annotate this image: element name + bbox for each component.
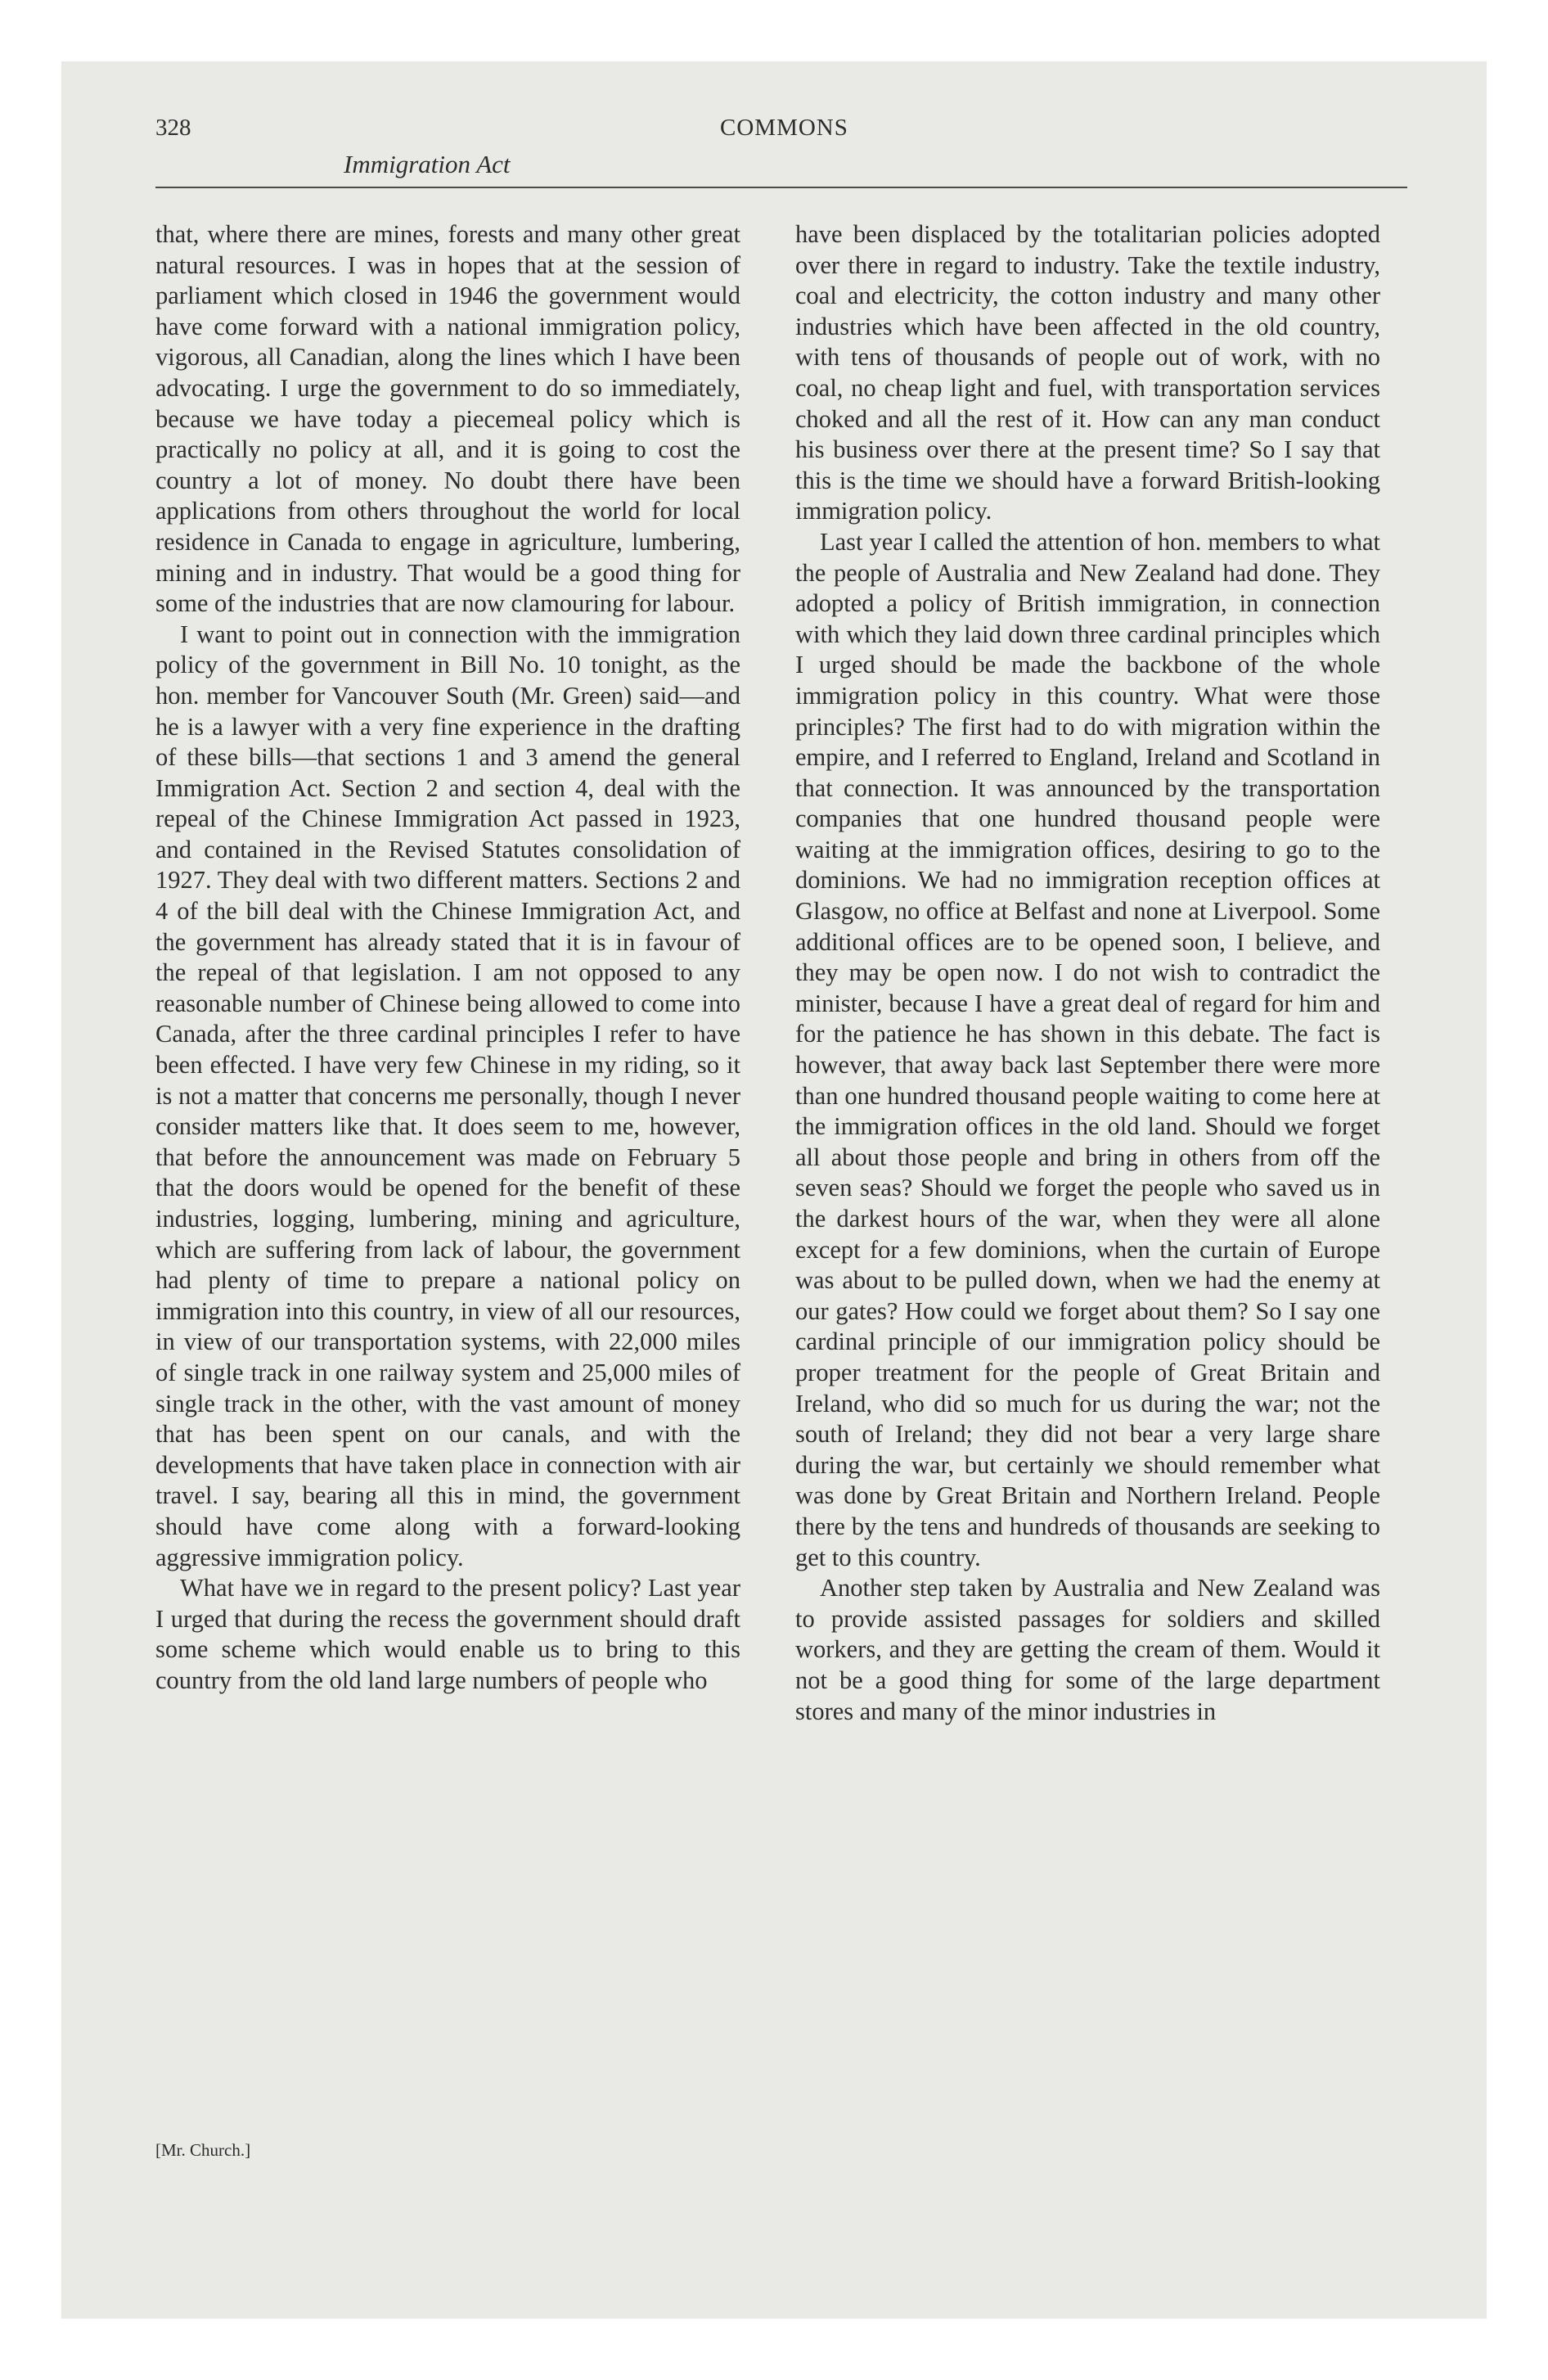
running-header-title: COMMONS: [720, 115, 848, 141]
left-column: [155, 219, 740, 1697]
paragraph: Another step taken by Australia and New Zealand was to provide assisted passages for soldiers and skilled workers, and they are getting the cream of them. Would it not be a good thing for some of the large department stores and many of the minor industries in: [795, 1574, 1380, 1725]
running-header-subtitle: Immigration Act: [344, 150, 511, 178]
paragraph: Last year I called the attention of hon. members to what the people of Australia and New Zealand had done. They adopted a policy of British immigration, in connection with which they laid down three cardinal principles which I urged should be made the backbone of the whole immigration policy in this country. What were those principles? The first had to do with migration within the empire, and I referred to England, Ireland and Scotland in that connection. It was announced by the transportation companies that one hundred thousand people were waiting at the immigration offices, desiring to go to the dominions. We had no immigration reception offices at Glasgow, no office at Belfast and none at Liverpool. Some additional offices are to be opened soon, I believe, and they may be open now. I do not wish to contradict the minister, because I have a great deal of regard for him and for the patience he has shown in this debate. The fact is however, that away back last September there were more than one hundred thousand people waiting to come here at the immigration offices in the old land. Should we forget all about those people and bring in others from off the seven seas? Should we forget the people who saved us in the darkest hours of the war, when they were all alone except for a few dominions, when the curtain of Europe was about to be pulled down, when we had the enemy at our gates? How could we forget about them? So I say one cardinal principle of our immigration policy should be proper treatment for the people of Great Britain and Ireland, who did so much for us during the war; not the south of Ireland; they did not bear a very large share during the war, but certainly we should remember what was done by Great Britain and Northern Ireland. People there by the tens and hundreds of thousands are seeking to get to this country.: [795, 527, 1380, 1571]
paragraph: that, where there are mines, forests and many other great natural resources. I was in hopes that at the session of parliament which closed in 1946 the government would have come forward with a national immigration policy, vigorous, all Canadian, along the lines which I have been advocating. I urge the government to do so immediately, because we have today a piecemeal policy which is practically no policy at all, and it is going to cost the country a lot of money. No doubt there have been applications from others throughout the world for local residence in Canada to engage in agriculture, lumbering, mining and in industry. That would be a good thing for some of the industries that are now clamouring for labour.: [155, 220, 740, 618]
page-number: 328: [155, 115, 191, 141]
right-column: [795, 219, 1380, 1727]
hansard-page: [155, 115, 1407, 2243]
header-rule: [155, 187, 1407, 188]
paragraph: What have we in regard to the present policy? Last year I urged that during the recess the government should draft some scheme which would enable us to bring to this country from the old land large numbers of people who: [155, 1574, 740, 1694]
speaker-attribution: [Mr. Church.]: [155, 2140, 251, 2160]
paragraph: I want to point out in connection with the immigration policy of the government in Bill No. 10 tonight, as the hon. member for Vancouver South (Mr. Green) said—and he is a lawyer with a very fine experience in the drafting of these bills—that sections 1 and 3 amend the general Immigration Act. Section 2 and section 4, deal with the repeal of the Chinese Immigration Act passed in 1923, and contained in the Revised Statutes consolidation of 1927. They deal with two different matters. Sections 2 and 4 of the bill deal with the Chinese Immigration Act, and the government has already stated that it is in favour of the repeal of that legislation. I am not opposed to any reasonable number of Chinese being allowed to come into Canada, after the three cardinal principles I refer to have been effected. I have very few Chinese in my riding, so it is not a matter that concerns me personally, though I never consider matters like that. It does seem to me, however, that before the announcement was made on February 5 that the doors would be opened for the benefit of these industries, logging, lumbering, mining and agriculture, which are suffering from lack of labour, the government had plenty of time to prepare a national policy on immigration into this country, in view of all our resources, in view of our transportation systems, with 22,000 miles of single track in one railway system and 25,000 miles of single track in the other, with the vast amount of money that has been spent on our canals, and with the developments that have taken place in connection with air travel. I say, bearing all this in mind, the government should have come along with a forward-looking aggressive immigration policy.: [155, 620, 740, 1571]
paragraph: have been displaced by the totalitarian policies adopted over there in regard to industry. Take the textile industry, coal and electricity, the cotton industry and many other industries which have been affected in the old country, with tens of thousands of people out of work, with no coal, no cheap light and fuel, with transportation services choked and all the rest of it. How can any man conduct his business over there at the present time? So I say that this is the time we should have a forward British-looking immigration policy.: [795, 220, 1380, 525]
